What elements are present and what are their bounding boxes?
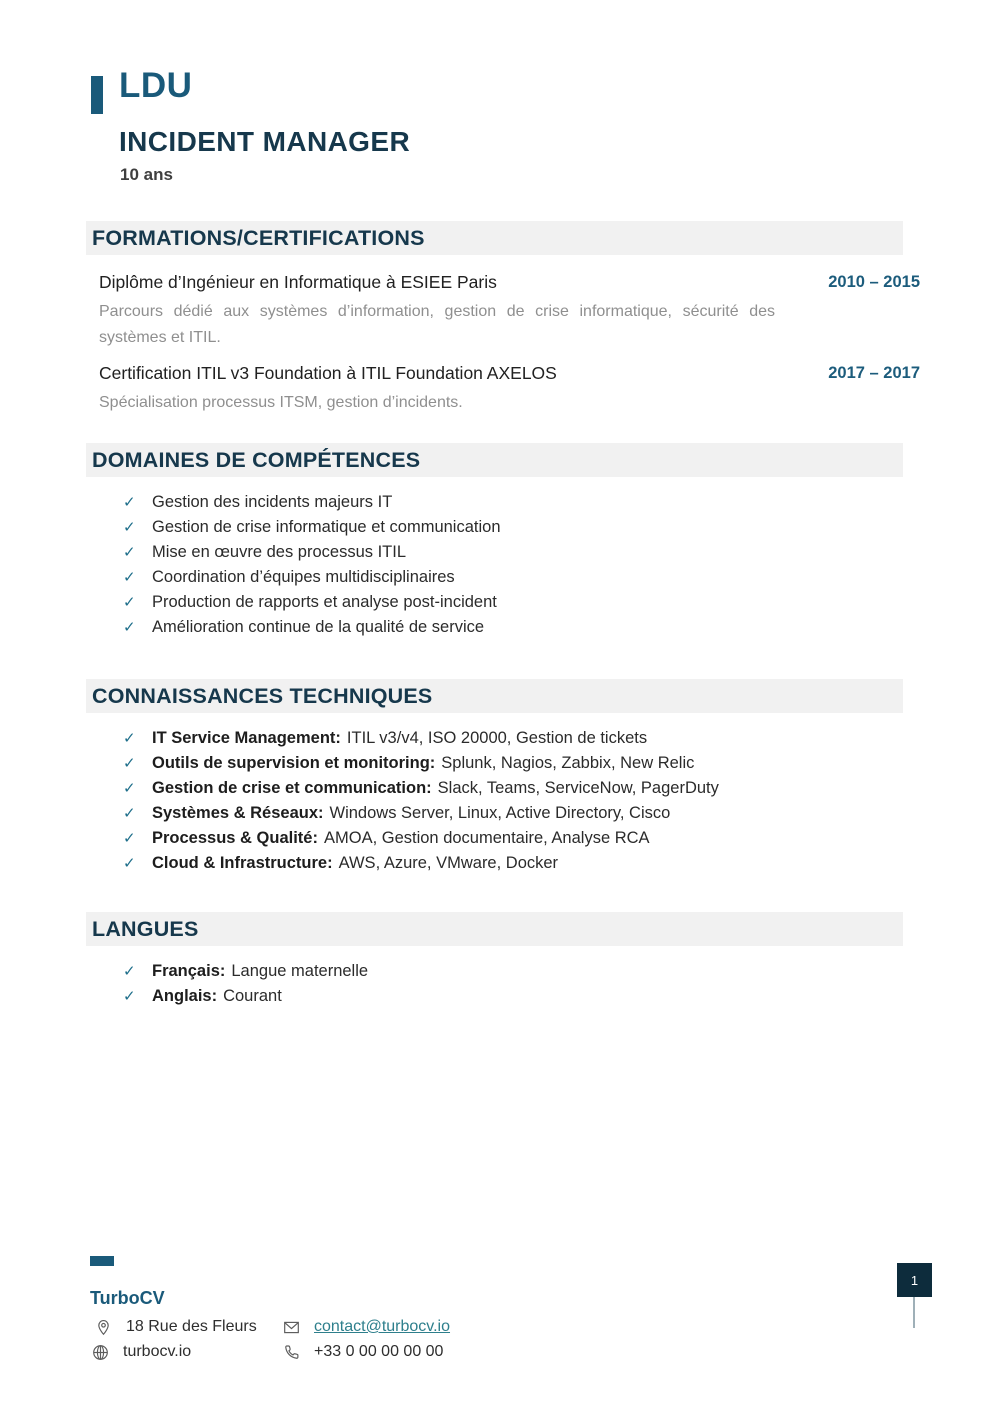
skill-values: ITIL v3/v4, ISO 20000, Gestion de tickets	[346, 729, 648, 747]
list-item	[123, 776, 920, 801]
section-formations	[86, 221, 920, 416]
list-item-text	[152, 751, 694, 776]
check-icon: ✓	[123, 830, 136, 847]
list-item-text	[152, 851, 558, 876]
list-item	[123, 801, 920, 826]
list-item-text	[152, 984, 282, 1009]
check-icon: ✓	[123, 963, 136, 980]
check-icon: ✓	[123, 594, 136, 611]
list-item	[123, 751, 920, 776]
section-band	[86, 443, 903, 477]
list-item	[123, 615, 920, 640]
experience-years: 10 ans	[120, 165, 173, 184]
footer-accent-rect	[90, 1256, 114, 1266]
list-item-text: Amélioration continue de la qualité de service	[152, 618, 485, 636]
list-item-text	[152, 826, 650, 851]
formation-title: Diplôme d’Ingénieur en Informatique à ESIEE Paris	[99, 272, 497, 292]
list-item	[123, 515, 920, 540]
check-icon: ✓	[123, 988, 136, 1005]
list-item	[123, 565, 920, 590]
candidate-name: LDU	[119, 66, 193, 105]
list-item	[123, 984, 920, 1009]
list-item	[123, 851, 920, 876]
check-icon: ✓	[123, 730, 136, 747]
skill-category: Processus & Qualité:	[152, 829, 318, 847]
section-langues	[86, 912, 920, 1009]
list-item-text	[152, 801, 670, 826]
formation-dates: 2010 – 2015	[828, 273, 920, 291]
list-item-text: Mise en œuvre des processus ITIL	[152, 543, 407, 561]
list-item	[123, 590, 920, 615]
list-item	[123, 490, 920, 515]
website-text: turbocv.io	[123, 1343, 192, 1360]
skill-values: Windows Server, Linux, Active Directory, Cisco	[329, 804, 671, 822]
footer-phone-row	[283, 1341, 443, 1363]
section-heading-domaines: DOMAINES DE COMPÉTENCES	[92, 447, 421, 472]
list-item	[123, 959, 920, 984]
skill-category: Gestion de crise et communication:	[152, 779, 432, 797]
email-link[interactable]: contact@turbocv.io	[314, 1318, 451, 1335]
formations-entries	[86, 271, 920, 416]
section-heading-langues: LANGUES	[92, 916, 199, 941]
accent-bar	[91, 76, 103, 114]
footer-website-row	[92, 1341, 191, 1363]
check-icon: ✓	[123, 855, 136, 872]
skill-category: Cloud & Infrastructure:	[152, 854, 333, 872]
skill-category: Systèmes & Réseaux:	[152, 804, 324, 822]
phone-text: +33 0 00 00 00 00	[314, 1343, 444, 1360]
list-item-text: Production de rapports et analyse post-incident	[152, 593, 497, 611]
location-pin-icon	[95, 1319, 112, 1336]
list-item-text: Coordination d’équipes multidisciplinaires	[152, 568, 455, 586]
footer-email-row	[283, 1316, 450, 1338]
list-item-text: Gestion de crise informatique et communication	[152, 518, 501, 536]
check-icon: ✓	[123, 805, 136, 822]
envelope-icon	[283, 1319, 300, 1336]
list-item-text	[152, 726, 647, 751]
language-name: Français:	[152, 962, 226, 980]
section-heading-connaissances: CONNAISSANCES TECHNIQUES	[92, 683, 433, 708]
formation-entry	[99, 362, 920, 384]
list-item	[123, 726, 920, 751]
check-icon: ✓	[123, 780, 136, 797]
section-connaissances	[86, 679, 920, 876]
formation-description: Parcours dédié aux systèmes d’information, gestion de crise informatique, sécurité des systèmes et ITIL.	[99, 303, 775, 346]
check-icon: ✓	[123, 544, 136, 561]
page-number-badge: 1	[897, 1263, 932, 1297]
list-item-text	[152, 959, 368, 984]
check-icon: ✓	[123, 619, 136, 636]
footer-address-row	[95, 1316, 257, 1338]
phone-icon	[283, 1344, 300, 1361]
job-title: INCIDENT MANAGER	[119, 126, 411, 157]
skill-values: Splunk, Nagios, Zabbix, New Relic	[441, 754, 695, 772]
skill-values: Slack, Teams, ServiceNow, PagerDuty	[437, 779, 719, 797]
list-item-text: Gestion des incidents majeurs IT	[152, 493, 393, 511]
skill-category: Outils de supervision et monitoring:	[152, 754, 436, 772]
formation-description: Spécialisation processus ITSM, gestion d’incidents.	[99, 394, 463, 411]
check-icon: ✓	[123, 494, 136, 511]
formation-title: Certification ITIL v3 Foundation à ITIL Foundation AXELOS	[99, 363, 557, 383]
section-domaines	[86, 443, 920, 640]
list-item-text	[152, 776, 719, 801]
formation-dates: 2017 – 2017	[828, 364, 920, 382]
section-band	[86, 221, 903, 255]
formation-entry	[99, 271, 920, 293]
check-icon: ✓	[123, 755, 136, 772]
check-icon: ✓	[123, 569, 136, 586]
language-level: Courant	[223, 987, 282, 1005]
language-name: Anglais:	[152, 987, 218, 1005]
connaissances-list	[123, 726, 920, 876]
check-icon: ✓	[123, 519, 136, 536]
skill-category: IT Service Management:	[152, 729, 341, 747]
language-level: Langue maternelle	[231, 962, 369, 980]
address-text: 18 Rue des Fleurs	[126, 1318, 257, 1335]
langues-list	[123, 959, 920, 1009]
section-heading-formations: FORMATIONS/CERTIFICATIONS	[92, 225, 425, 250]
domaines-list	[123, 490, 920, 640]
section-band	[86, 679, 903, 713]
footer-brand: TurboCV	[90, 1288, 165, 1308]
globe-icon	[92, 1344, 109, 1361]
skill-values: AMOA, Gestion documentaire, Analyse RCA	[323, 829, 650, 847]
page-number-line	[913, 1297, 915, 1328]
section-band	[86, 912, 903, 946]
list-item	[123, 540, 920, 565]
skill-values: AWS, Azure, VMware, Docker	[338, 854, 559, 872]
list-item	[123, 826, 920, 851]
